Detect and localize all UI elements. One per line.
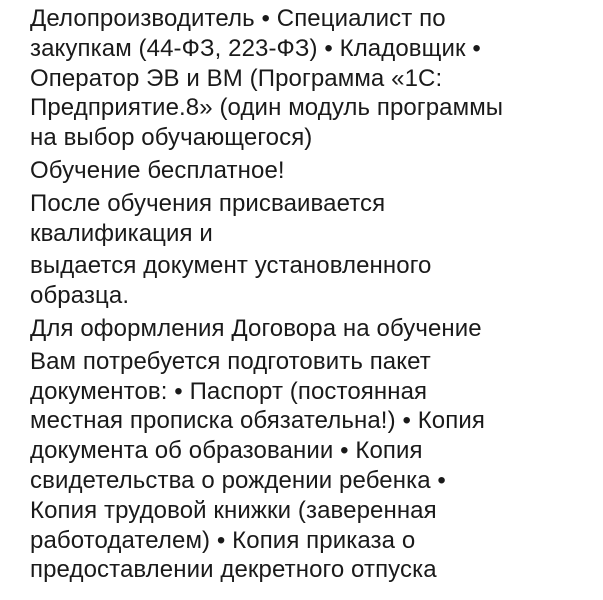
paragraph-certificate: выдается документ установленного образца. <box>30 252 432 310</box>
paragraph-courses-list: Делопроизводитель • Специалист по закупкам (44-ФЗ, 223-ФЗ) • Кладовщик • Оператор ЭВ и ВМ (Программа «1С: Предприятие.8» (один модуль программы на выбор обучающегося) <box>30 5 504 152</box>
paragraph-contract: Для оформления Договора на обучение <box>30 314 482 342</box>
paragraph-free-training: Обучение бесплатное! <box>30 156 285 184</box>
paragraph-documents-list: Вам потребуется подготовить пакет документов: • Паспорт (постоянная местная прописка обязательна!) • Копия документа об образовании • Копия свидетельства о рождении ребенка • Копия трудовой книжки (заверенная работодателем) • Копия приказа о предоставлении декретного отпуска <box>30 347 485 584</box>
document-text <box>30 4 598 588</box>
paragraph-qualification: После обучения присваивается квалификация и <box>30 189 386 247</box>
